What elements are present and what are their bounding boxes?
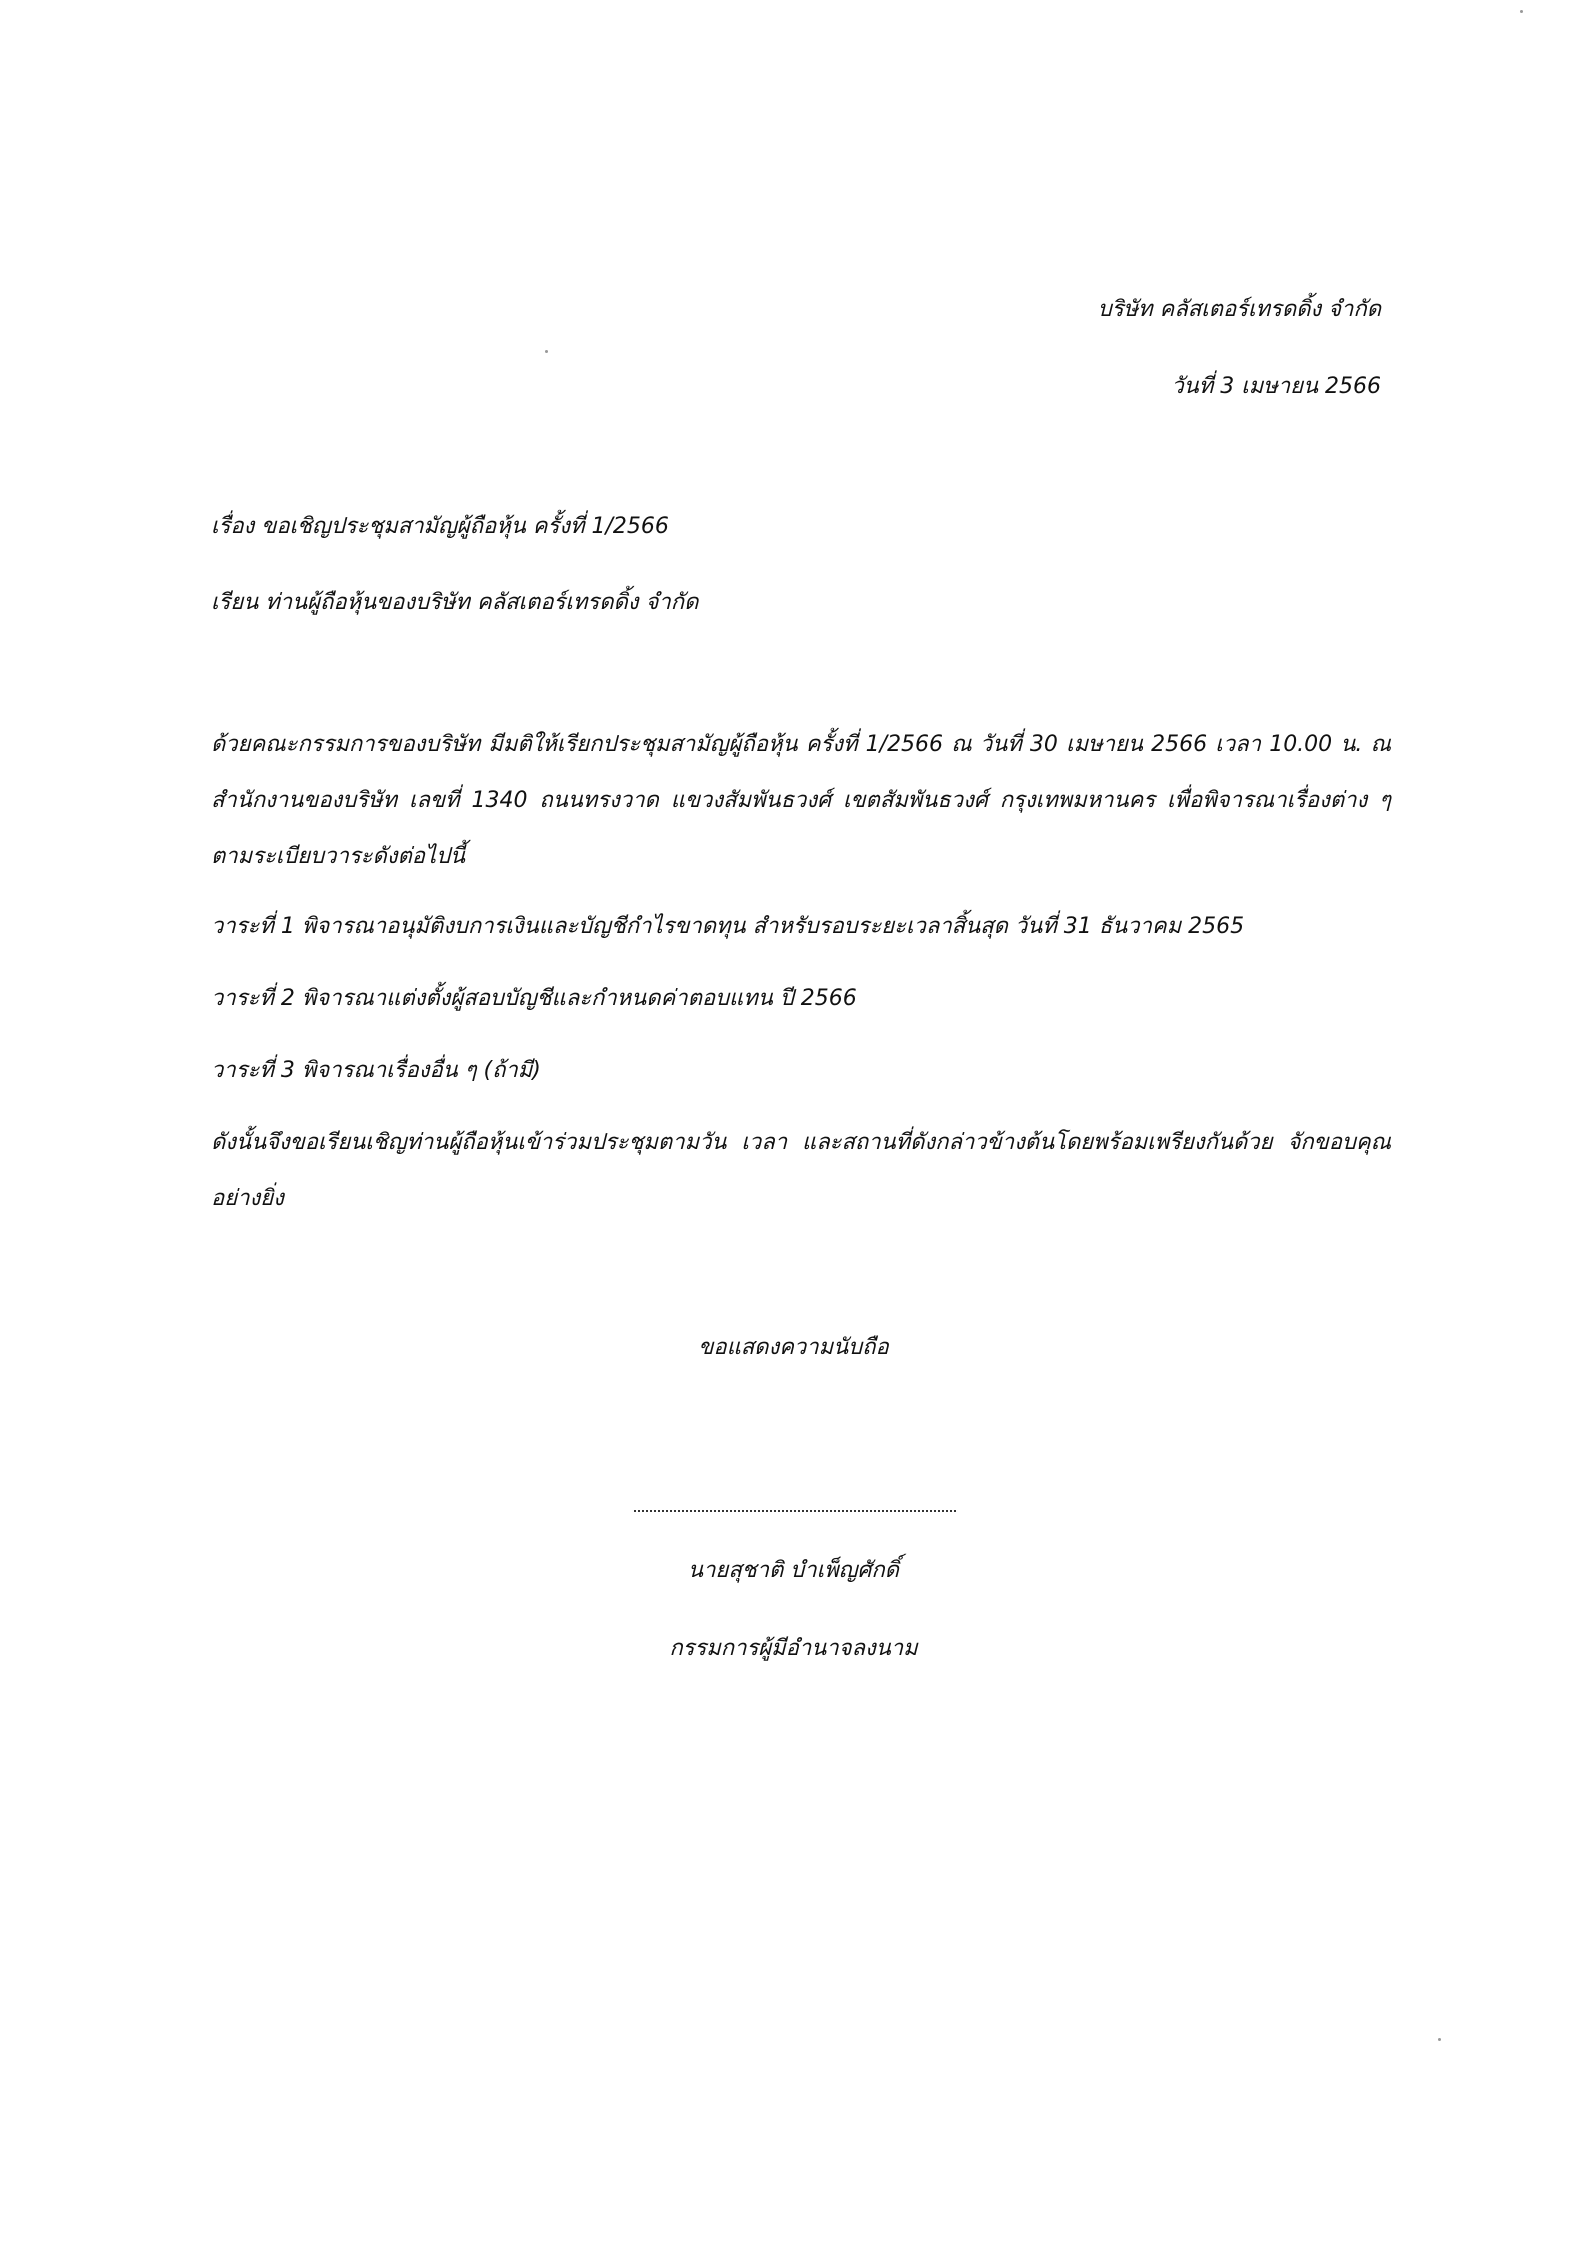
scan-speck	[1438, 2038, 1441, 2041]
body-intro-paragraph: ด้วยคณะกรรมการของบริษัท มีมติให้เรียกประชุมสามัญผู้ถือหุ้น ครั้งที่ 1/2566 ณ วันที่ 30 เมษายน 2566 เวลา 10.00 น. ณ สำนักงานของบริษัท เลขที่ 1340 ถนนทรงวาด แขวงสัมพันธวงศ์ เขตสัมพันธวงศ์ กรุงเทพมหานคร เพื่อพิจารณาเรื่องต่าง ๆตามระเบียบวาระดังต่อไปนี้	[211, 732, 1391, 869]
agenda-item-3: วาระที่ 3 พิจารณาเรื่องอื่น ๆ (ถ้ามี)	[211, 1058, 541, 1083]
valediction: ขอแสดงความนับถือ	[698, 1335, 889, 1360]
company-name: บริษัท คลัสเตอร์เทรดดิ้ง จำกัด	[1097, 297, 1381, 322]
scan-speck	[1520, 10, 1523, 13]
signatory-name: นายสุชาติ บำเพ็ญศักดิ์	[688, 1558, 899, 1583]
letter-recipient: เรียน ท่านผู้ถือหุ้นของบริษัท คลัสเตอร์เทรดดิ้ง จำกัด	[211, 590, 699, 615]
letter-subject: เรื่อง ขอเชิญประชุมสามัญผู้ถือหุ้น ครั้งที่ 1/2566	[211, 514, 669, 539]
scan-speck	[545, 350, 548, 353]
closing-paragraph: ดังนั้นจึงขอเรียนเชิญท่านผู้ถือหุ้นเข้าร่วมประชุมตามวัน เวลา และสถานที่ดังกล่าวข้างต้นโดยพร้อมเพรียงกันด้วย จักขอบคุณอย่างยิ่ง	[211, 1130, 1391, 1211]
signatory-title: กรรมการผู้มีอำนาจลงนาม	[669, 1636, 918, 1661]
agenda-item-2: วาระที่ 2 พิจารณาแต่งตั้งผู้สอบบัญชีและกำหนดค่าตอบแทน ปี 2566	[211, 986, 857, 1011]
agenda-item-1: วาระที่ 1 พิจารณาอนุมัติงบการเงินและบัญชีกำไรขาดทุน สำหรับรอบระยะเวลาสิ้นสุด วันที่ 31 ธันวาคม 2565	[211, 914, 1245, 939]
letter-date: วันที่ 3 เมษายน 2566	[1171, 374, 1381, 399]
signature-line	[634, 1490, 956, 1512]
